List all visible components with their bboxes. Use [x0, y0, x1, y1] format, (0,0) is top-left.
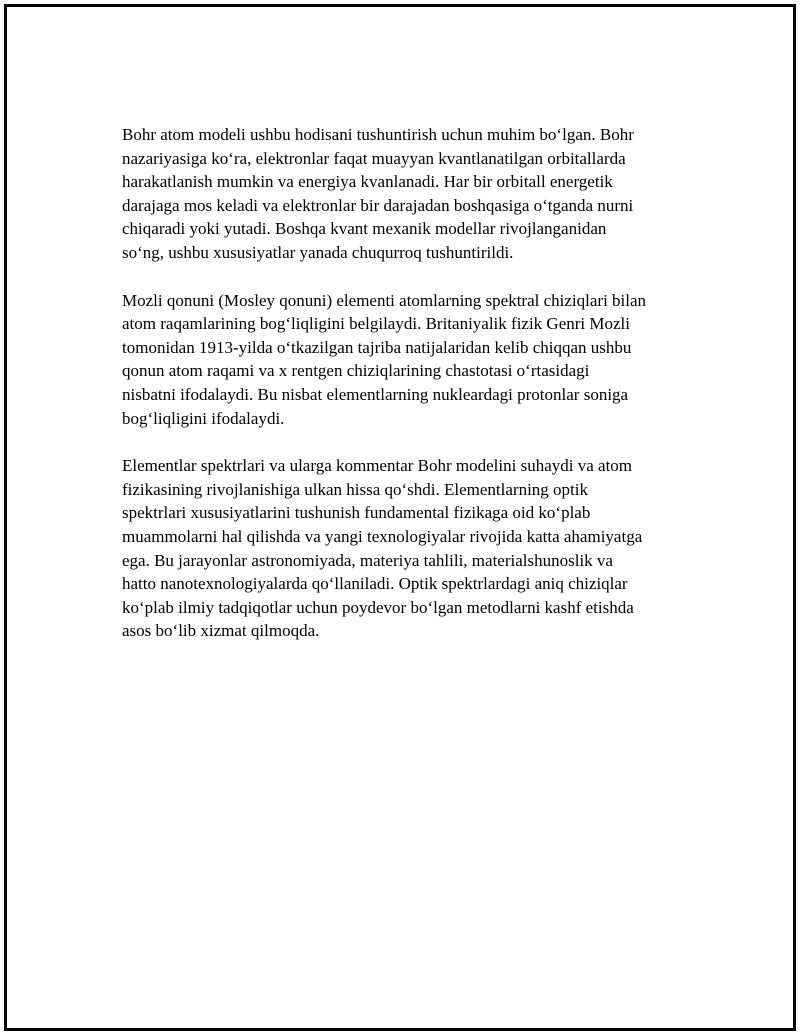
- text-line: chiqaradi yoki yutadi. Boshqa kvant mexanik modellar rivojlanganidan: [122, 219, 607, 239]
- text-line: harakatlanish mumkin va energiya kvanlanadi. Har bir orbitall energetik: [122, 172, 613, 192]
- text-line: atom raqamlarining bogʻliqligini belgilaydi. Britaniyalik fizik Genri Mozli: [122, 314, 630, 334]
- text-line: hatto nanotexnologiyalarda qoʻllaniladi. Optik spektrlardagi aniq chiziqlar: [122, 574, 628, 594]
- text-line: spektrlari xususiyatlarini tushunish fundamental fizikaga oid koʻplab: [122, 503, 591, 523]
- text-line: bogʻliqligini ifodalaydi.: [122, 408, 285, 428]
- document-body: [122, 123, 702, 667]
- page-frame: [4, 4, 796, 1031]
- text-line: nisbatni ifodalaydi. Bu nisbat elementlarning nukleardagi protonlar soniga: [122, 384, 629, 404]
- text-line: fizikasining rivojlanishiga ulkan hissa qoʻshdi. Elementlarning optik: [122, 479, 589, 499]
- text-line: Elementlar spektrlari va ularga kommentar Bohr modelini suhaydi va atom: [122, 456, 633, 476]
- paragraph-bohr-model: [122, 123, 702, 265]
- text-line: nazariyasiga koʻra, elektronlar faqat muayyan kvantlanatilgan orbitallarda: [122, 148, 626, 168]
- paragraph-mosley-law: [122, 289, 702, 431]
- text-line: asos boʻlib xizmat qilmoqda.: [122, 621, 320, 641]
- text-line: koʻplab ilmiy tadqiqotlar uchun poydevor boʻlgan metodlarni kashf etishda: [122, 597, 634, 617]
- text-line: darajaga mos keladi va elektronlar bir darajadan boshqasiga oʻtganda nurni: [122, 195, 634, 215]
- text-line: qonun atom raqami va x rentgen chiziqlarining chastotasi oʻrtasidagi: [122, 361, 590, 381]
- paragraph-element-spectra: [122, 454, 702, 643]
- text-line: ega. Bu jarayonlar astronomiyada, materiya tahlili, materialshunoslik va: [122, 550, 613, 570]
- text-line: Mozli qonuni (Mosley qonuni) elementi atomlarning spektral chiziqlari bilan: [122, 290, 647, 310]
- text-line: soʻng, ushbu xususiyatlar yanada chuqurroq tushuntirildi.: [122, 242, 514, 262]
- text-line: muammolarni hal qilishda va yangi texnologiyalar rivojida katta ahamiyatga: [122, 526, 643, 546]
- text-line: tomonidan 1913-yilda oʻtkazilgan tajriba natijalaridan kelib chiqqan ushbu: [122, 337, 632, 357]
- text-line: Bohr atom modeli ushbu hodisani tushuntirish uchun muhim boʻlgan. Bohr: [122, 125, 634, 144]
